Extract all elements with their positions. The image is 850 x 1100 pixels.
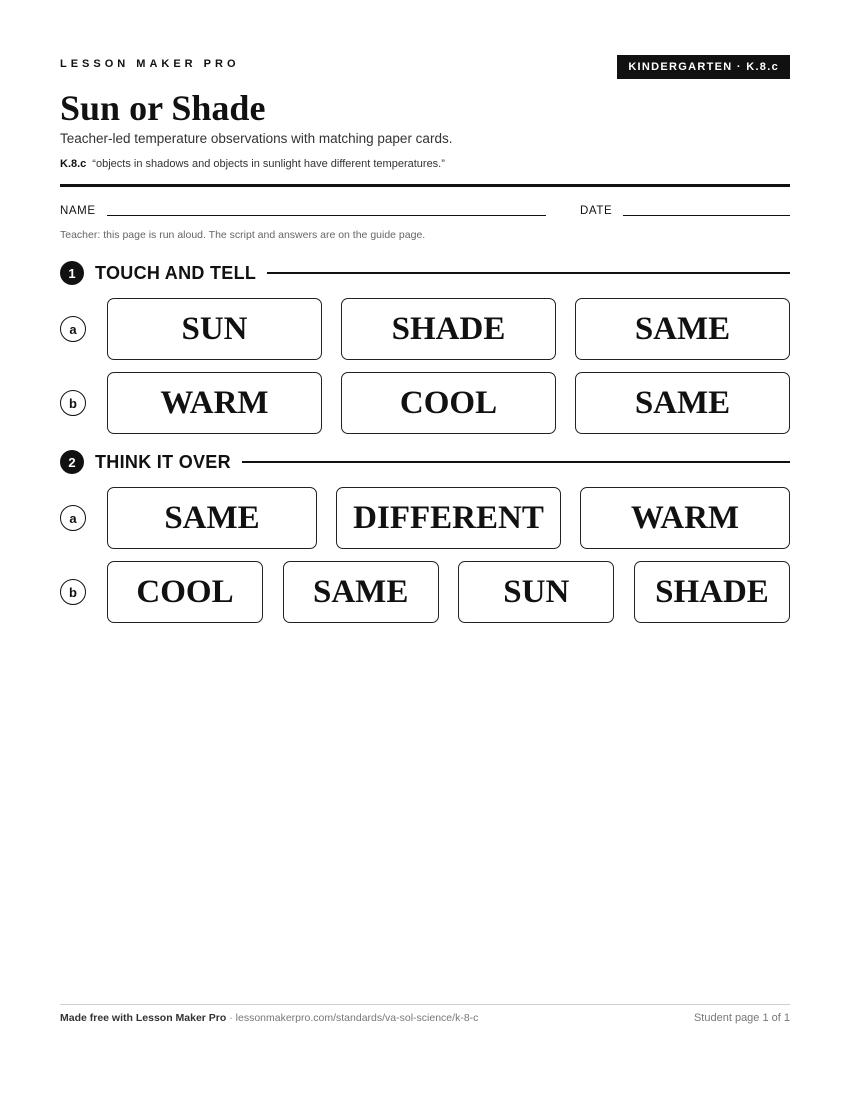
page-subtitle: Teacher-led temperature observations with matching paper cards. xyxy=(60,131,453,146)
word-card[interactable]: SAME xyxy=(575,298,790,360)
word-card[interactable]: COOL xyxy=(107,561,263,623)
row-letter-a: a xyxy=(60,505,86,531)
footer-credit xyxy=(60,1012,478,1024)
card-row-2a xyxy=(107,487,790,549)
section-1-header xyxy=(60,261,790,285)
teacher-note: Teacher: this page is run aloud. The script and answers are on the guide page. xyxy=(60,229,426,241)
section-title: THINK IT OVER xyxy=(95,451,231,472)
section-number: 2 xyxy=(60,450,84,474)
word-card[interactable]: DIFFERENT xyxy=(336,487,561,549)
section-number: 1 xyxy=(60,261,84,285)
card-row-1a xyxy=(107,298,790,360)
standard-line xyxy=(60,157,445,171)
grade-badge: KINDERGARTEN · K.8.c xyxy=(617,55,790,79)
word-card[interactable]: SUN xyxy=(107,298,322,360)
name-field[interactable] xyxy=(107,215,546,216)
standard-code: K.8.c xyxy=(60,158,87,170)
brand-name: LESSON MAKER PRO xyxy=(60,58,240,70)
word-card[interactable]: SAME xyxy=(107,487,317,549)
section-2-header xyxy=(60,450,790,474)
footer-url[interactable]: · lessonmakerpro.com/standards/va-sol-science/k-8-c xyxy=(226,1012,479,1024)
row-letter-a: a xyxy=(60,316,86,342)
page-title: Sun or Shade xyxy=(60,88,266,128)
worksheet-page xyxy=(60,0,790,1100)
card-row-1b xyxy=(107,372,790,434)
section-title: TOUCH AND TELL xyxy=(95,262,257,283)
section-rule xyxy=(242,461,790,463)
word-card[interactable]: SUN xyxy=(458,561,614,623)
word-card[interactable]: SAME xyxy=(283,561,439,623)
header-divider xyxy=(60,184,790,187)
word-card[interactable]: WARM xyxy=(580,487,790,549)
card-row-2b xyxy=(107,561,790,623)
date-label: DATE xyxy=(580,205,613,217)
row-letter-b: b xyxy=(60,390,86,416)
footer-made-with: Made free with Lesson Maker Pro xyxy=(60,1012,227,1024)
standard-text: “objects in shadows and objects in sunlight have different temperatures.” xyxy=(92,158,445,170)
footer-divider xyxy=(60,1004,790,1005)
footer-page-label: Student page 1 of 1 xyxy=(693,1012,790,1024)
row-letter-b: b xyxy=(60,579,86,605)
section-rule xyxy=(267,272,790,274)
word-card[interactable]: SAME xyxy=(575,372,790,434)
name-label: NAME xyxy=(60,205,96,217)
word-card[interactable]: WARM xyxy=(107,372,322,434)
date-field[interactable] xyxy=(623,215,790,216)
word-card[interactable]: COOL xyxy=(341,372,556,434)
word-card[interactable]: SHADE xyxy=(634,561,790,623)
word-card[interactable]: SHADE xyxy=(341,298,556,360)
